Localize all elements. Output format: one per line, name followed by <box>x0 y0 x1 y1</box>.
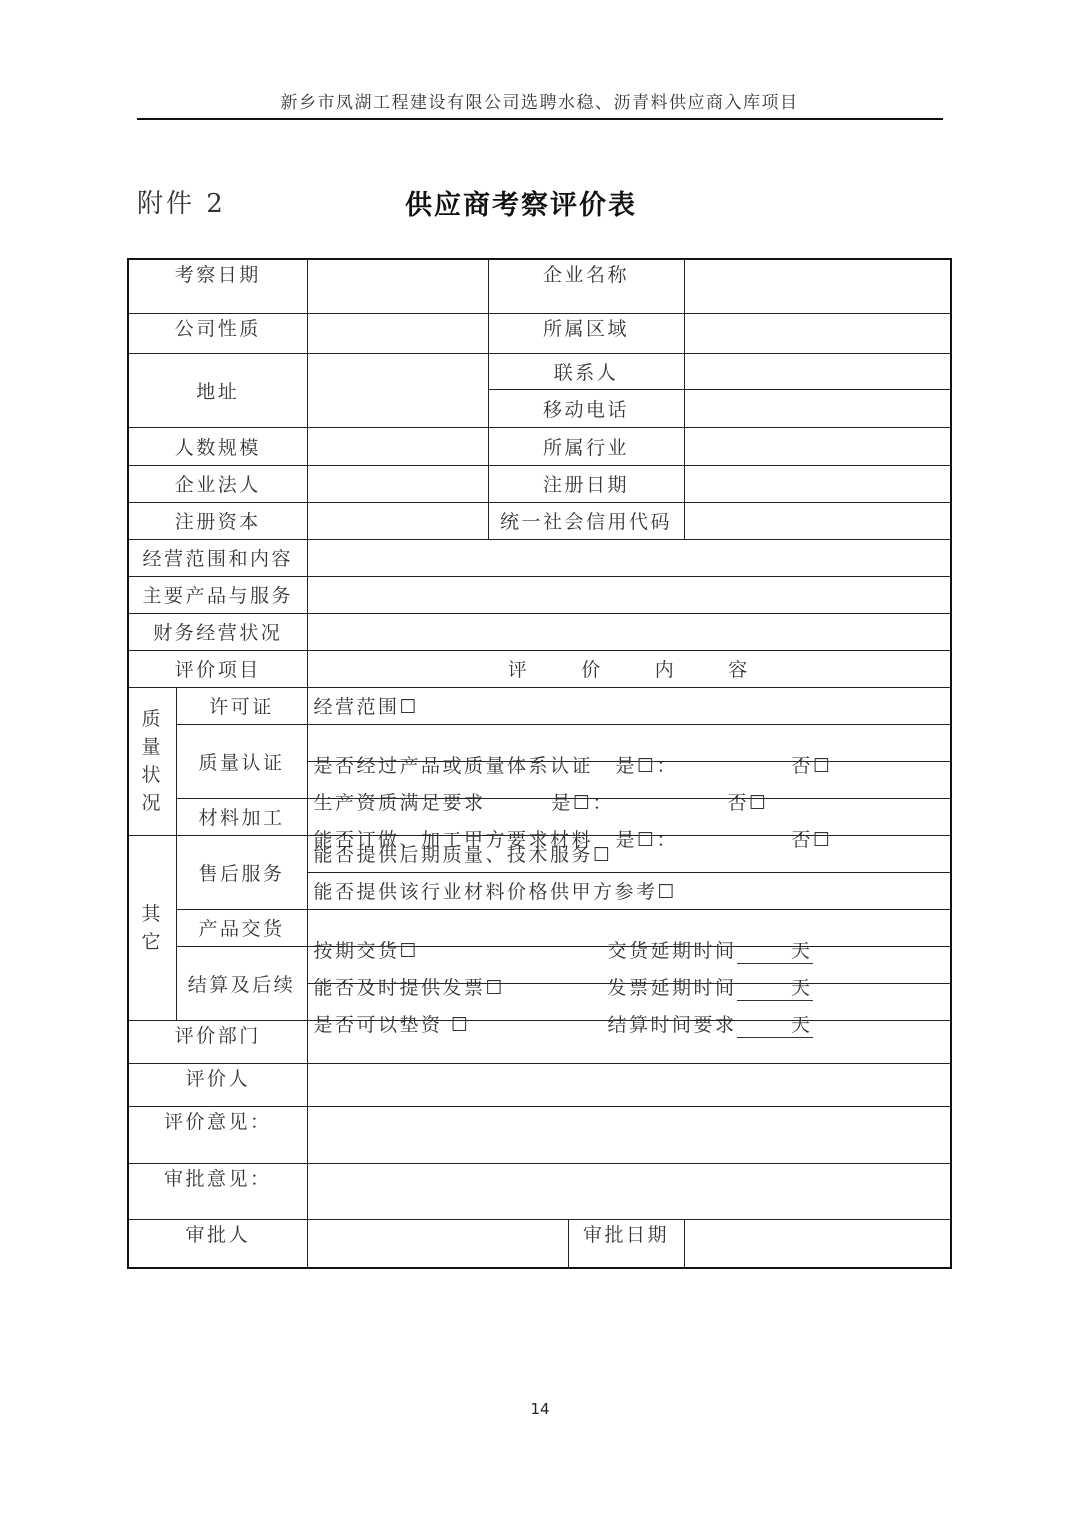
field-reg-capital[interactable] <box>307 502 488 539</box>
field-inspection-date[interactable] <box>307 259 488 313</box>
label-eval-opinion: 评价意见： <box>128 1106 307 1163</box>
field-region[interactable] <box>684 313 951 353</box>
eval-content-char: 容 <box>728 659 750 681</box>
label-inspection-date: 考察日期 <box>128 259 307 313</box>
field-credit-code[interactable] <box>684 502 951 539</box>
settlement-time-field[interactable] <box>737 1010 813 1038</box>
form-title: 供应商考察评价表 <box>405 190 637 221</box>
running-header: 新乡市凤湖工程建设有限公司选聘水稳、沥青料供应商入库项目 <box>280 93 799 113</box>
field-reg-date[interactable] <box>684 465 951 502</box>
category-char: 其 <box>141 902 163 925</box>
label-company-name: 企业名称 <box>488 259 684 313</box>
label-company-type: 公司性质 <box>128 313 307 353</box>
label-headcount: 人数规模 <box>128 427 307 465</box>
label-processing: 材料加工 <box>176 798 307 835</box>
license-option[interactable]: 经营范围☐ <box>307 687 951 724</box>
unit-day: 天 <box>791 939 813 962</box>
label-eval-dept: 评价部门 <box>128 1020 307 1063</box>
label-after-sales: 售后服务 <box>176 835 307 909</box>
field-business-scope[interactable] <box>307 539 951 576</box>
attachment-label: 附件 2 <box>137 189 226 219</box>
cert-q1-yes-checkbox[interactable]: 是☐： <box>615 754 679 777</box>
label-approver: 审批人 <box>128 1219 307 1268</box>
field-address[interactable] <box>307 353 488 427</box>
cert-q1-text: 是否经过产品或质量体系认证 <box>313 754 594 777</box>
field-mobile[interactable] <box>684 389 951 427</box>
label-license: 许可证 <box>176 687 307 724</box>
eval-content-char: 内 <box>654 659 677 681</box>
cert-q2-no-checkbox[interactable]: 否☐ <box>727 791 769 814</box>
field-contact[interactable] <box>684 353 951 389</box>
label-mobile: 移动电话 <box>488 389 684 427</box>
invoice-delay-label: 发票延期时间 <box>607 976 737 999</box>
invoice-delay <box>608 973 813 1001</box>
after-sales-option-2[interactable]: 能否提供该行业材料价格供甲方参考☐ <box>307 872 951 909</box>
eval-content-char: 价 <box>581 659 603 681</box>
label-industry: 所属行业 <box>488 427 684 465</box>
category-other <box>128 835 176 1020</box>
category-char: 它 <box>141 930 163 953</box>
proc-no-checkbox[interactable]: 否☐ <box>791 828 833 851</box>
label-region: 所属区域 <box>488 313 684 353</box>
page-number: 14 <box>530 1400 550 1418</box>
unit-day: 天 <box>791 1013 813 1036</box>
label-settlement: 结算及后续 <box>176 946 307 1020</box>
field-industry[interactable] <box>684 427 951 465</box>
field-eval-opinion[interactable] <box>307 1106 951 1163</box>
label-quality-cert: 质量认证 <box>176 724 307 798</box>
field-legal-rep[interactable] <box>307 465 488 502</box>
delivery-row <box>307 909 951 962</box>
eval-content-header <box>307 650 951 687</box>
label-approve-opinion: 审批意见： <box>128 1163 307 1219</box>
field-headcount[interactable] <box>307 427 488 465</box>
field-approve-opinion[interactable] <box>307 1163 951 1219</box>
settlement-time <box>608 1010 813 1038</box>
label-approve-date: 审批日期 <box>568 1219 684 1268</box>
label-evaluator: 评价人 <box>128 1063 307 1106</box>
field-financial[interactable] <box>307 613 951 650</box>
header-rule <box>137 118 943 120</box>
after-sales-option-1[interactable]: 能否提供后期质量、技术服务☐ <box>307 835 951 872</box>
advance-payment-checkbox[interactable]: 是否可以垫资 ☐ <box>313 1013 471 1036</box>
category-char: 量 <box>141 736 163 758</box>
label-business-scope: 经营范围和内容 <box>128 539 307 576</box>
field-company-name[interactable] <box>684 259 951 313</box>
unit-day: 天 <box>791 976 813 999</box>
label-delivery: 产品交货 <box>176 909 307 946</box>
cert-q1-no-checkbox[interactable]: 否☐ <box>791 754 833 777</box>
label-eval-item: 评价项目 <box>128 650 307 687</box>
label-address: 地址 <box>128 353 307 427</box>
delivery-delay-field[interactable] <box>737 936 813 964</box>
field-approver[interactable] <box>307 1219 568 1268</box>
eval-content-char: 评 <box>507 659 530 681</box>
label-legal-rep: 企业法人 <box>128 465 307 502</box>
category-char: 质 <box>141 708 163 730</box>
label-reg-capital: 注册资本 <box>128 502 307 539</box>
cert-q2-text: 生产资质满足要求 <box>313 791 486 814</box>
field-approve-date[interactable] <box>684 1219 951 1268</box>
label-main-products: 主要产品与服务 <box>128 576 307 613</box>
delivery-ontime-checkbox[interactable]: 按期交货☐ <box>313 939 420 962</box>
invoice-delay-field[interactable] <box>737 973 813 1001</box>
cert-question-1 <box>307 724 951 777</box>
label-reg-date: 注册日期 <box>488 465 684 502</box>
supplier-evaluation-table <box>127 258 952 1269</box>
proc-yes-checkbox[interactable]: 是☐： <box>615 828 679 851</box>
cert-q2-yes-checkbox[interactable]: 是☐： <box>551 791 615 814</box>
field-main-products[interactable] <box>307 576 951 613</box>
category-char: 况 <box>141 792 163 814</box>
label-contact: 联系人 <box>488 353 684 389</box>
label-credit-code: 统一社会信用代码 <box>488 502 684 539</box>
category-quality <box>128 687 176 835</box>
label-financial: 财务经营状况 <box>128 613 307 650</box>
delivery-delay <box>608 936 813 964</box>
field-company-type[interactable] <box>307 313 488 353</box>
delivery-delay-label: 交货延期时间 <box>607 939 737 962</box>
field-evaluator[interactable] <box>307 1063 951 1106</box>
proc-q-text: 能否订做、加工甲方要求材料 <box>313 828 594 851</box>
category-char: 状 <box>141 764 163 786</box>
invoice-timely-checkbox[interactable]: 能否及时提供发票☐ <box>313 976 506 999</box>
settlement-time-label: 结算时间要求 <box>607 1013 737 1036</box>
